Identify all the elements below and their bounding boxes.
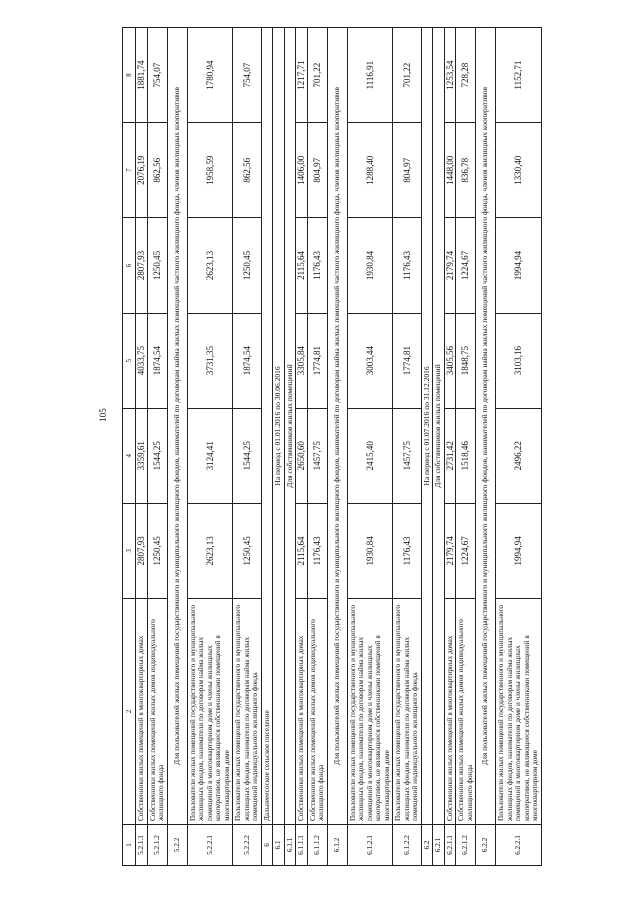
value-cell: 3731,35 (187, 313, 233, 408)
value-cell: 1848,75 (456, 313, 476, 408)
value-cell: 1874,54 (147, 313, 167, 408)
header-cell: 5 (123, 313, 136, 408)
row-name: Собственники жилых помещений в многоквартирных домах (136, 599, 148, 825)
value-cell: 1176,43 (393, 503, 422, 598)
table-row (187, 28, 233, 866)
value-cell: 754,07 (147, 28, 167, 123)
row-code: 6.1.2.1 (347, 825, 393, 866)
table-row (347, 28, 393, 866)
row-code: 6.1.1 (284, 825, 296, 866)
value-cell: 1774,81 (393, 313, 422, 408)
rotated-page (122, 27, 539, 866)
period-heading: Для собственников жилых помещений (433, 28, 445, 825)
value-cell: 1874,54 (233, 313, 262, 408)
value-cell: 1224,67 (456, 218, 476, 313)
tariff-table (122, 27, 542, 866)
table-row (273, 28, 285, 866)
row-name: Пользователи жилых помещений государственного и муниципального жилищных фондов, наниматели по договорам найма жилых помещений в многоквартирном доме и члены жилищных кооперативов, не являющиеся собственниками помещений в многоквартирном доме (496, 599, 542, 825)
value-cell: 1457,75 (307, 408, 327, 503)
table-row (284, 28, 296, 866)
value-cell: 2807,93 (136, 218, 148, 313)
value-cell: 1930,84 (347, 218, 393, 313)
value-cell: 862,56 (233, 123, 262, 218)
row-code: 5.2.2.1 (187, 825, 233, 866)
value-cell: 1250,45 (233, 503, 262, 598)
value-cell: 1958,59 (187, 123, 233, 218)
value-cell: 1457,75 (393, 408, 422, 503)
value-cell: 2415,40 (347, 408, 393, 503)
value-cell: 1406,00 (296, 123, 308, 218)
period-heading: Для собственников жилых помещений (284, 28, 296, 825)
value-cell: 1176,43 (307, 503, 327, 598)
value-cell: 1774,81 (307, 313, 327, 408)
tariff-table-container (122, 27, 539, 866)
group-heading: Для пользователей жилых помещений государственного и муниципального жилищного фондов, нанимателей по договорам найма жилых помещений частного жилищного фонда, членов жилищных кооперативов (476, 28, 496, 825)
table-row (496, 28, 542, 866)
value-cell: 3103,16 (496, 313, 542, 408)
row-code: 5.2.2.2 (233, 825, 262, 866)
row-code: 6.1.1.2 (307, 825, 327, 866)
section-title: Дальнееесоское сельское поселение (261, 28, 273, 825)
table-row (456, 28, 476, 866)
period-heading: На период с 01.07.2016 по 31.12.2016 (421, 28, 433, 825)
value-cell: 4033,75 (136, 313, 148, 408)
row-code: 6.1.1.1 (296, 825, 308, 866)
value-cell: 1250,45 (147, 218, 167, 313)
table-header-row (123, 28, 136, 866)
value-cell: 728,28 (456, 28, 476, 123)
row-code: 6.2.1 (433, 825, 445, 866)
value-cell: 2179,74 (444, 503, 456, 598)
value-cell: 836,78 (456, 123, 476, 218)
row-code: 5.2.1.2 (147, 825, 167, 866)
value-cell: 804,97 (307, 123, 327, 218)
row-name: Собственники жилых помещений жилых домов индивидуального жилищного фонда (456, 599, 476, 825)
value-cell: 1224,67 (456, 503, 476, 598)
period-heading: На период с 01.01.2016 по 30.06.2016 (273, 28, 285, 825)
table-row (296, 28, 308, 866)
row-name: Пользователи жилых помещений государственного и муниципального жилищных фондов, наниматели по договорам найма жилых помещений в многоквартирном доме и члены жилищных кооперативов, не являющиеся собственниками помещений в многоквартирном доме (187, 599, 233, 825)
value-cell: 1930,84 (347, 503, 393, 598)
row-code: 6.2.2 (476, 825, 496, 866)
row-name: Собственники жилых помещений в многоквартирных домах (296, 599, 308, 825)
group-heading: Для пользователей жилых помещений государственного и муниципального жилищного фондов, нанимателей по договорам найма жилых помещений частного жилищного фонда, членов жилищных кооперативов (327, 28, 347, 825)
row-code: 6.1.2.2 (393, 825, 422, 866)
value-cell: 1780,94 (187, 28, 233, 123)
row-name: Пользователи жилых помещений государственного и муниципального жилищных фондов, наниматели по договорам найма жилых помещений индивидуального жилищного фонда (233, 599, 262, 825)
row-name: Пользователи жилых помещений государственного и муниципального жилищных фондов, наниматели по договорам найма жилых помещений в многоквартирном доме и члены жилищных кооперативов, не являющиеся собственниками помещений в многоквартирном доме (347, 599, 393, 825)
row-name: Собственники жилых помещений жилых домов индивидуального жилищного фонда (307, 599, 327, 825)
table-row (421, 28, 433, 866)
table-row (307, 28, 327, 866)
value-cell: 3359,61 (136, 408, 148, 503)
table-row (233, 28, 262, 866)
value-cell: 3003,44 (347, 313, 393, 408)
value-cell: 1518,46 (456, 408, 476, 503)
value-cell: 1217,71 (296, 28, 308, 123)
value-cell: 2623,13 (187, 503, 233, 598)
value-cell: 2115,64 (296, 218, 308, 313)
value-cell: 3405,56 (444, 313, 456, 408)
value-cell: 1544,25 (147, 408, 167, 503)
table-row (136, 28, 148, 866)
table-row (476, 28, 496, 866)
value-cell: 1330,40 (496, 123, 542, 218)
value-cell: 701,22 (307, 28, 327, 123)
value-cell: 3305,84 (296, 313, 308, 408)
value-cell: 1152,71 (496, 28, 542, 123)
header-cell: 4 (123, 408, 136, 503)
header-cell: 7 (123, 123, 136, 218)
value-cell: 1448,00 (444, 123, 456, 218)
row-code: 6.2.1.1 (444, 825, 456, 866)
value-cell: 1250,45 (147, 503, 167, 598)
value-cell: 804,97 (393, 123, 422, 218)
row-code: 6.2.2.1 (496, 825, 542, 866)
value-cell: 754,07 (233, 28, 262, 123)
group-heading: Для пользователей жилых помещений государственного и муниципального жилищного фондов, нанимателей по договорам найма жилых помещений частного жилищного фонда, членов жилищных кооперативов (167, 28, 187, 825)
row-name: Собственники жилых помещений жилых домов индивидуального жилищного фонда (147, 599, 167, 825)
table-row (261, 28, 273, 866)
value-cell: 1544,25 (233, 408, 262, 503)
value-cell: 1176,43 (393, 218, 422, 313)
page-number: 105 (97, 408, 108, 422)
header-cell: 1 (123, 825, 136, 866)
value-cell: 2807,93 (136, 503, 148, 598)
table-row (433, 28, 445, 866)
value-cell: 3124,41 (187, 408, 233, 503)
table-row (393, 28, 422, 866)
value-cell: 2179,74 (444, 218, 456, 313)
value-cell: 862,56 (147, 123, 167, 218)
row-code: 6.2 (421, 825, 433, 866)
row-code: 5.2.1.1 (136, 825, 148, 866)
header-cell: 6 (123, 218, 136, 313)
value-cell: 2496,22 (496, 408, 542, 503)
value-cell: 1994,94 (496, 218, 542, 313)
row-code: 6.1 (273, 825, 285, 866)
row-name: Собственники жилых помещений в многоквартирных домах (444, 599, 456, 825)
table-row (327, 28, 347, 866)
header-cell: 2 (123, 599, 136, 825)
value-cell: 2115,64 (296, 503, 308, 598)
value-cell: 2731,42 (444, 408, 456, 503)
table-row (147, 28, 167, 866)
row-name: Пользователи жилых помещений государственного и муниципального жилищных фондов, наниматели по договорам найма жилых помещений индивидуального жилищного фонда (393, 599, 422, 825)
table-row (167, 28, 187, 866)
value-cell: 1881,74 (136, 28, 148, 123)
row-code: 6 (261, 825, 273, 866)
table-row (444, 28, 456, 866)
tariff-table-body (123, 28, 542, 866)
value-cell: 2076,19 (136, 123, 148, 218)
value-cell: 2623,13 (187, 218, 233, 313)
value-cell: 1176,43 (307, 218, 327, 313)
value-cell: 1253,54 (444, 28, 456, 123)
value-cell: 701,22 (393, 28, 422, 123)
value-cell: 1250,45 (233, 218, 262, 313)
value-cell: 1288,40 (347, 123, 393, 218)
header-cell: 3 (123, 503, 136, 598)
row-code: 6.1.2 (327, 825, 347, 866)
value-cell: 1116,91 (347, 28, 393, 123)
row-code: 5.2.2 (167, 825, 187, 866)
value-cell: 2650,60 (296, 408, 308, 503)
value-cell: 1994,94 (496, 503, 542, 598)
header-cell: 8 (123, 28, 136, 123)
row-code: 6.2.1.2 (456, 825, 476, 866)
